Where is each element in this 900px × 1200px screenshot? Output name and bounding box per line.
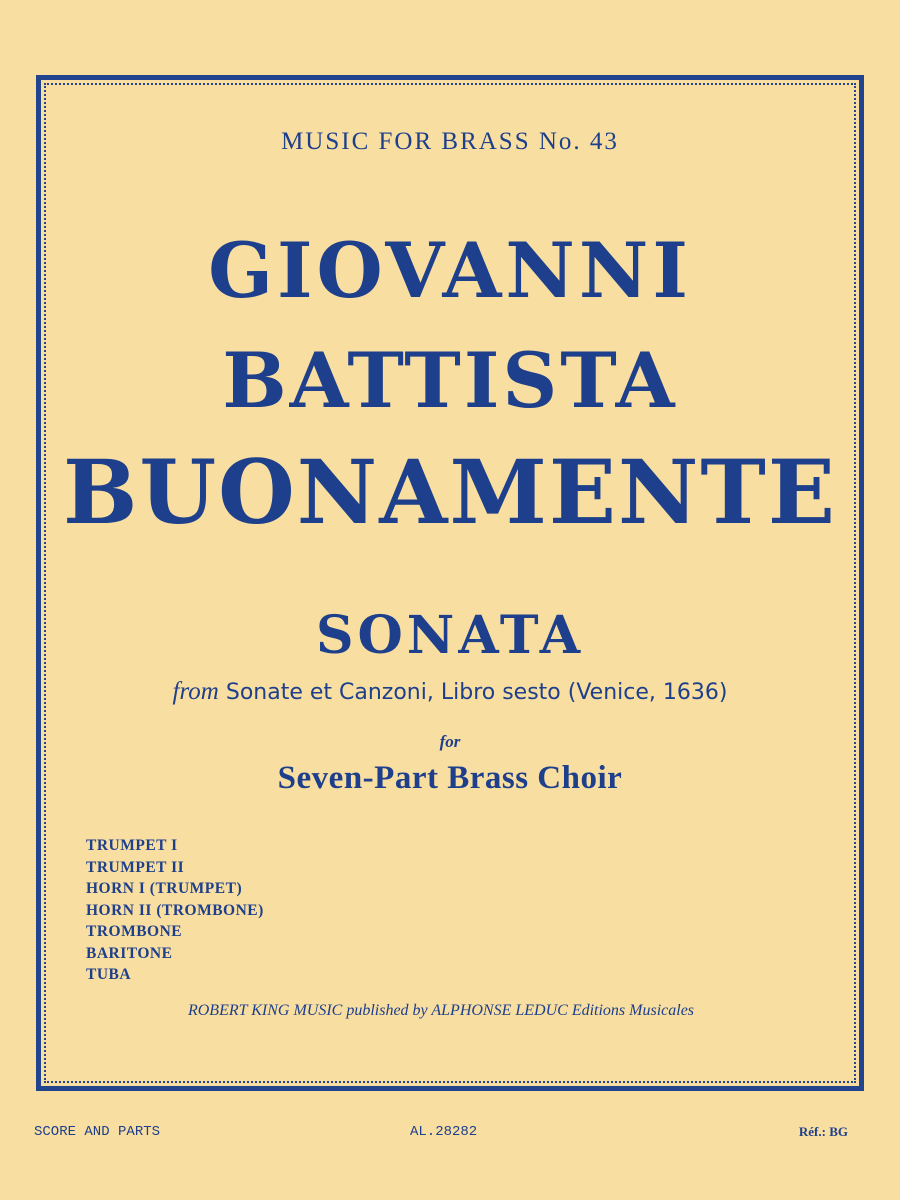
edition-label: SCORE AND PARTS xyxy=(34,1124,161,1140)
instrument-item: TUBA xyxy=(86,966,132,983)
publisher-line: ROBERT KING MUSIC published by ALPHONSE LEDUC Editions Musicales xyxy=(187,1002,695,1019)
composer-first-name: GIOVANNI xyxy=(208,226,692,315)
source-prefix: from xyxy=(172,678,219,705)
for-word: for xyxy=(439,732,461,751)
instrument-item: TRUMPET I xyxy=(86,837,178,854)
ensemble-title: Seven-Part Brass Choir xyxy=(277,760,623,796)
instrument-item: HORN II (TROMBONE) xyxy=(86,901,264,919)
instrument-item: TROMBONE xyxy=(86,923,183,940)
work-title: SONATA xyxy=(315,605,585,666)
instrument-item: BARITONE xyxy=(86,944,173,962)
catalog-number: AL.28282 xyxy=(410,1124,478,1140)
instrument-item: TRUMPET II xyxy=(86,858,185,876)
composer-middle-name: BATTISTA xyxy=(222,336,678,425)
source-text: Sonate et Canzoni, Libro sesto (Venice, 1636) xyxy=(225,680,728,705)
reference-code: Réf.: BG xyxy=(798,1124,848,1139)
instrument-item: HORN I (TRUMPET) xyxy=(86,880,243,897)
instrument-list xyxy=(86,835,264,986)
composer-last-name: BUONAMENTE xyxy=(63,440,837,544)
series-title: MUSIC FOR BRASS No. 43 xyxy=(281,128,619,155)
source-line xyxy=(0,678,900,706)
